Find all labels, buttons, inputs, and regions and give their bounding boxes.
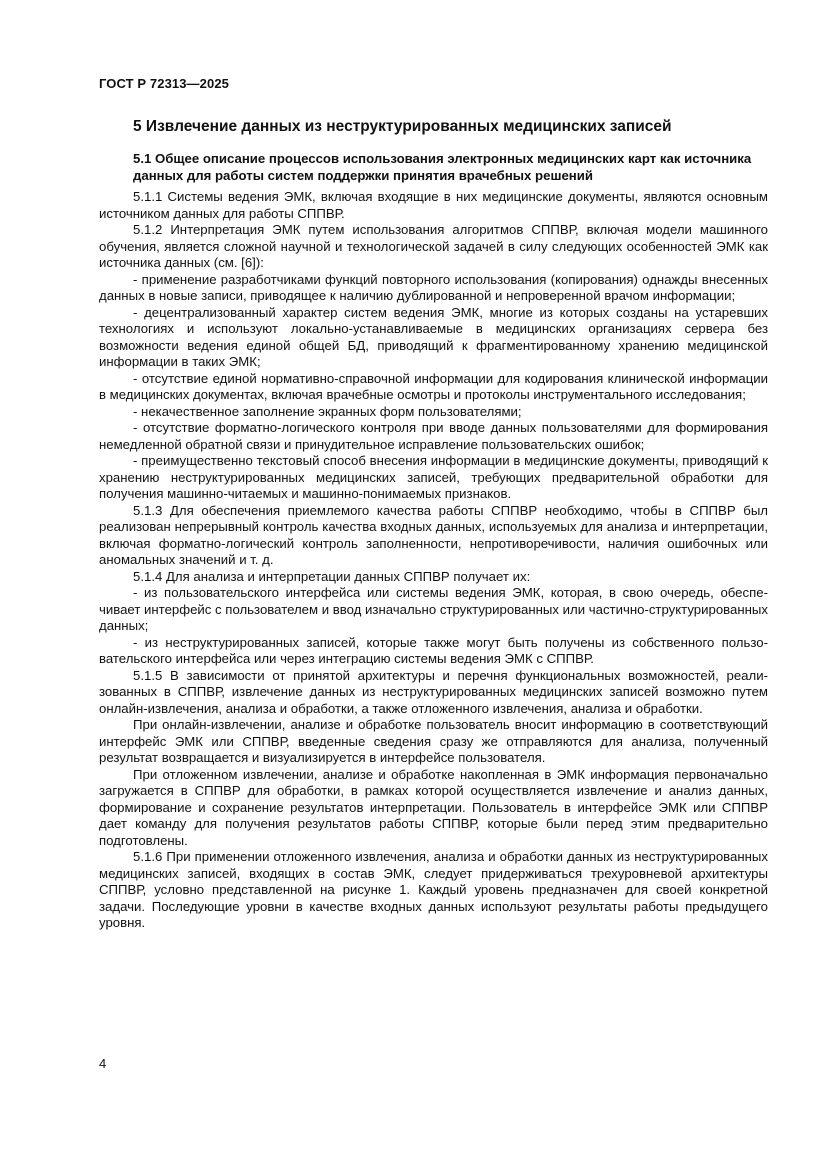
paragraph-5-1-6: 5.1.6 При применении отложенного извлечения, анализа и обработки данных из неструктурированных медицинских записей, входящих в состав ЭМК, следует придерживаться трехуровневой архитектуры СППВР, условно представленной на рисунке 1. Каждый уровень предназначен для своей конкретной задачи. Последующие уровни в качестве входных данных используют результаты работы предыдущего уровня. bbox=[99, 849, 768, 930]
list-item-text-input: - преимущественно текстовый способ внесения информации в медицинские документы, приводящий к хранению неструктурированных медицинских записей, требующих предварительной обработки для получения машинно-читаемых и машинно-понимаемых признаков. bbox=[99, 453, 768, 501]
paragraph-5-1-5: 5.1.5 В зависимости от принятой архитектуры и перечня функциональных возможностей, реализованных в СППВР, извлечение данных из неструктурированных медицинских записей возможно путем онлайн-извлечения, анализа и обработки, а также отложенного извлечения, анализа и обработки. bbox=[99, 667, 768, 716]
paragraph-5-1-1: 5.1.1 Системы ведения ЭМК, включая входящие в них медицинские документы, являются основным источником данных для работы СППВР. bbox=[99, 189, 768, 221]
paragraph-5-1-4: 5.1.4 Для анализа и интерпретации данных СППВР получает их: bbox=[133, 568, 531, 584]
document-code-header: ГОСТ Р 72313—2025 bbox=[99, 76, 229, 91]
page-number: 4 bbox=[99, 1056, 107, 1071]
list-item-unstructured-records: - из неструктурированных записей, которые также могут быть получены из собственного пользовательского интерфейса или через интеграцию системы ведения ЭМК с СППВР. bbox=[99, 634, 768, 666]
section-title: 5 Извлечение данных из неструктурированных медицинских записей bbox=[133, 118, 672, 135]
list-item-copying: - применение разработчиками функций повторного использования (копирования) однажды внесенных данных в новые записи, приводящее к наличию дублированной и непроверенной врачом информации; bbox=[99, 271, 768, 303]
list-item-no-validation: - отсутствие форматно-логического контроля при вводе данных пользователями для формирования немедленной обратной связи и принудительное исправление пользовательских ошибок; bbox=[99, 420, 768, 452]
list-item-no-reference-info: - отсутствие единой нормативно-справочной информации для кодирования клинической информации в медицинских документах, включая врачебные осмотры и протоколы инструментального исследования; bbox=[99, 370, 768, 402]
subsection-title: 5.1 Общее описание процессов использования электронных медицинских карт как источника данных для работы систем поддержки принятия врачебных решений bbox=[133, 151, 752, 183]
paragraph-online-extraction: При онлайн-извлечении, анализе и обработке пользователь вносит информацию в соответствующий интерфейс ЭМК или СППВР, введенные сведения сразу же отправляются для анализа, полученный результат возвращается и визуализируется в интерфейсе пользователя. bbox=[99, 717, 768, 765]
list-item-user-interface: - из пользовательского интерфейса или системы ведения ЭМК, которая, в свою очередь, обеспечивает интерфейс с пользователем и ввод изначально структурированных или частично-структурированных данных; bbox=[99, 585, 768, 633]
list-item-decentralized: - децентрализованный характер систем ведения ЭМК, многие из которых созданы на устаревших технологиях и используют локально-устанавливаемые в медицинских организациях сервера без возможности ведения единой общей БД, приводящий к фрагментированному хранению медицинской информации в таких ЭМК; bbox=[99, 304, 768, 369]
document-body bbox=[99, 116, 768, 932]
paragraph-deferred-extraction: При отложенном извлечении, анализе и обработке накопленная в ЭМК информация первоначально загружается в СППВР для обработки, в рамках которой осуществляется извлечение и анализ данных, формирование и сохранение результатов интерпретации. Пользователь в интерфейсе ЭМК или СППВР дает команду для получения результатов работы СППВР, которые были перед этим предварительно подготовлены. bbox=[99, 766, 768, 848]
paragraph-5-1-2: 5.1.2 Интерпретация ЭМК путем использования алгоритмов СППВР, включая модели машинного обучения, является сложной научной и технологической задачей в силу следующих особенностей ЭМК как источника данных (см. [6]): bbox=[99, 222, 768, 270]
list-item-poor-input: - некачественное заполнение экранных форм пользователями; bbox=[133, 403, 522, 419]
paragraph-5-1-3: 5.1.3 Для обеспечения приемлемого качества работы СППВР необходимо, чтобы в СППВР был реализован непрерывный контроль качества входных данных, используемых для анализа и интерпретации, включая форматно-логический контроль заполненности, непротиворечивости, наличия ошибочных или аномальных значений и т. д. bbox=[99, 502, 768, 567]
